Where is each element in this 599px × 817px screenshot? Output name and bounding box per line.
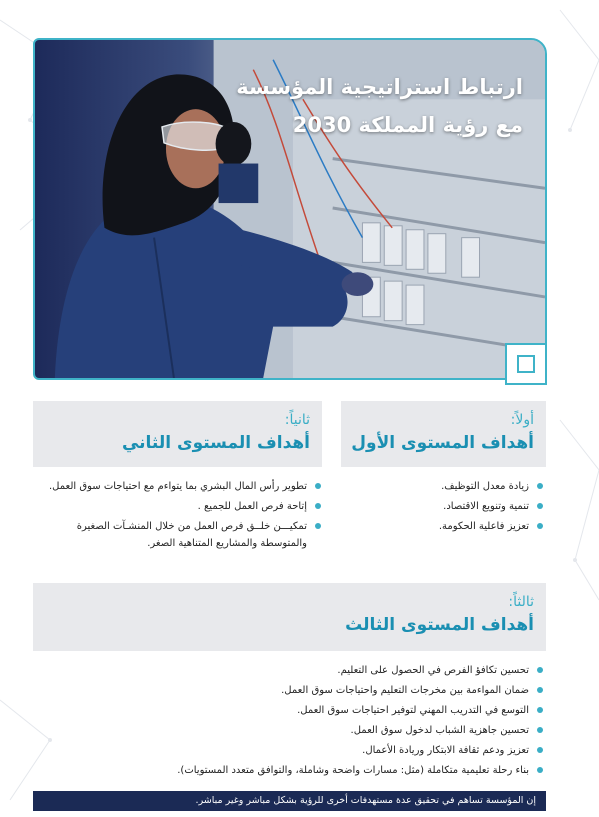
level-3-header: [33, 583, 546, 651]
level-2-goals-list: [33, 478, 323, 555]
list-item: التوسع في التدريب المهني لتوفير احتياجات سوق العمل.: [33, 702, 545, 719]
bullet-icon: [537, 747, 543, 753]
level-3-title: أهداف المستوى الثالث: [345, 615, 534, 635]
level-2-header: [33, 401, 322, 467]
list-item: تعزيز ودعم ثقافة الابتكار وريادة الأعمال.: [33, 742, 545, 759]
list-item: تمكيـــن خلــق فرص العمل من خلال المنشـآت الصغيرة والمتوسطة والمشاريع المتناهية الصغر.: [33, 518, 323, 552]
bullet-icon: [537, 483, 543, 489]
list-item: تحسين جاهزية الشباب لدخول سوق العمل.: [33, 722, 545, 739]
page-title: [183, 68, 523, 144]
footer-note: إن المؤسسة تساهم في تحقيق عدة مستهدفات أخرى للرؤية بشكل مباشر وغير مباشر.: [33, 791, 546, 811]
bullet-icon: [537, 503, 543, 509]
level-1-number: أولاً:: [510, 412, 534, 428]
list-item: إتاحة فرص العمل للجميع .: [33, 498, 323, 515]
corner-squares-icon: [505, 343, 547, 385]
level-1-title: أهداف المستوى الأول: [351, 433, 534, 453]
list-item: تحسين تكافؤ الفرص في الحصول على التعليم.: [33, 662, 545, 679]
level-2-number: ثانياً:: [284, 412, 310, 428]
bullet-icon: [537, 767, 543, 773]
bullet-icon: [537, 523, 543, 529]
bullet-icon: [315, 523, 321, 529]
list-item: تطوير رأس المال البشري بما يتواءم مع احتياجات سوق العمل.: [33, 478, 323, 495]
title-line-1: ارتباط استراتيجية المؤسسة: [236, 75, 523, 99]
bullet-icon: [315, 503, 321, 509]
list-item: زيادة معدل التوظيف.: [341, 478, 545, 495]
list-item: بناء رحلة تعليمية متكاملة (مثل: مسارات واضحة وشاملة، والتوافق متعدد المستويات).: [33, 762, 545, 779]
list-item: تعزيز فاعلية الحكومة.: [341, 518, 545, 535]
bullet-icon: [537, 727, 543, 733]
level-3-goals-list: [33, 662, 545, 782]
level-1-header: [341, 401, 546, 467]
title-line-2: مع رؤية المملكة 2030: [292, 113, 523, 137]
bullet-icon: [537, 687, 543, 693]
bullet-icon: [537, 707, 543, 713]
list-item: ضمان المواءمة بين مخرجات التعليم واحتياجات سوق العمل.: [33, 682, 545, 699]
list-item: تنمية وتنويع الاقتصاد.: [341, 498, 545, 515]
level-1-goals-list: [341, 478, 545, 538]
bullet-icon: [537, 667, 543, 673]
bullet-icon: [315, 483, 321, 489]
level-2-title: أهداف المستوى الثاني: [121, 433, 310, 453]
level-3-number: ثالثاً:: [508, 594, 534, 610]
hero-banner: [33, 38, 547, 380]
